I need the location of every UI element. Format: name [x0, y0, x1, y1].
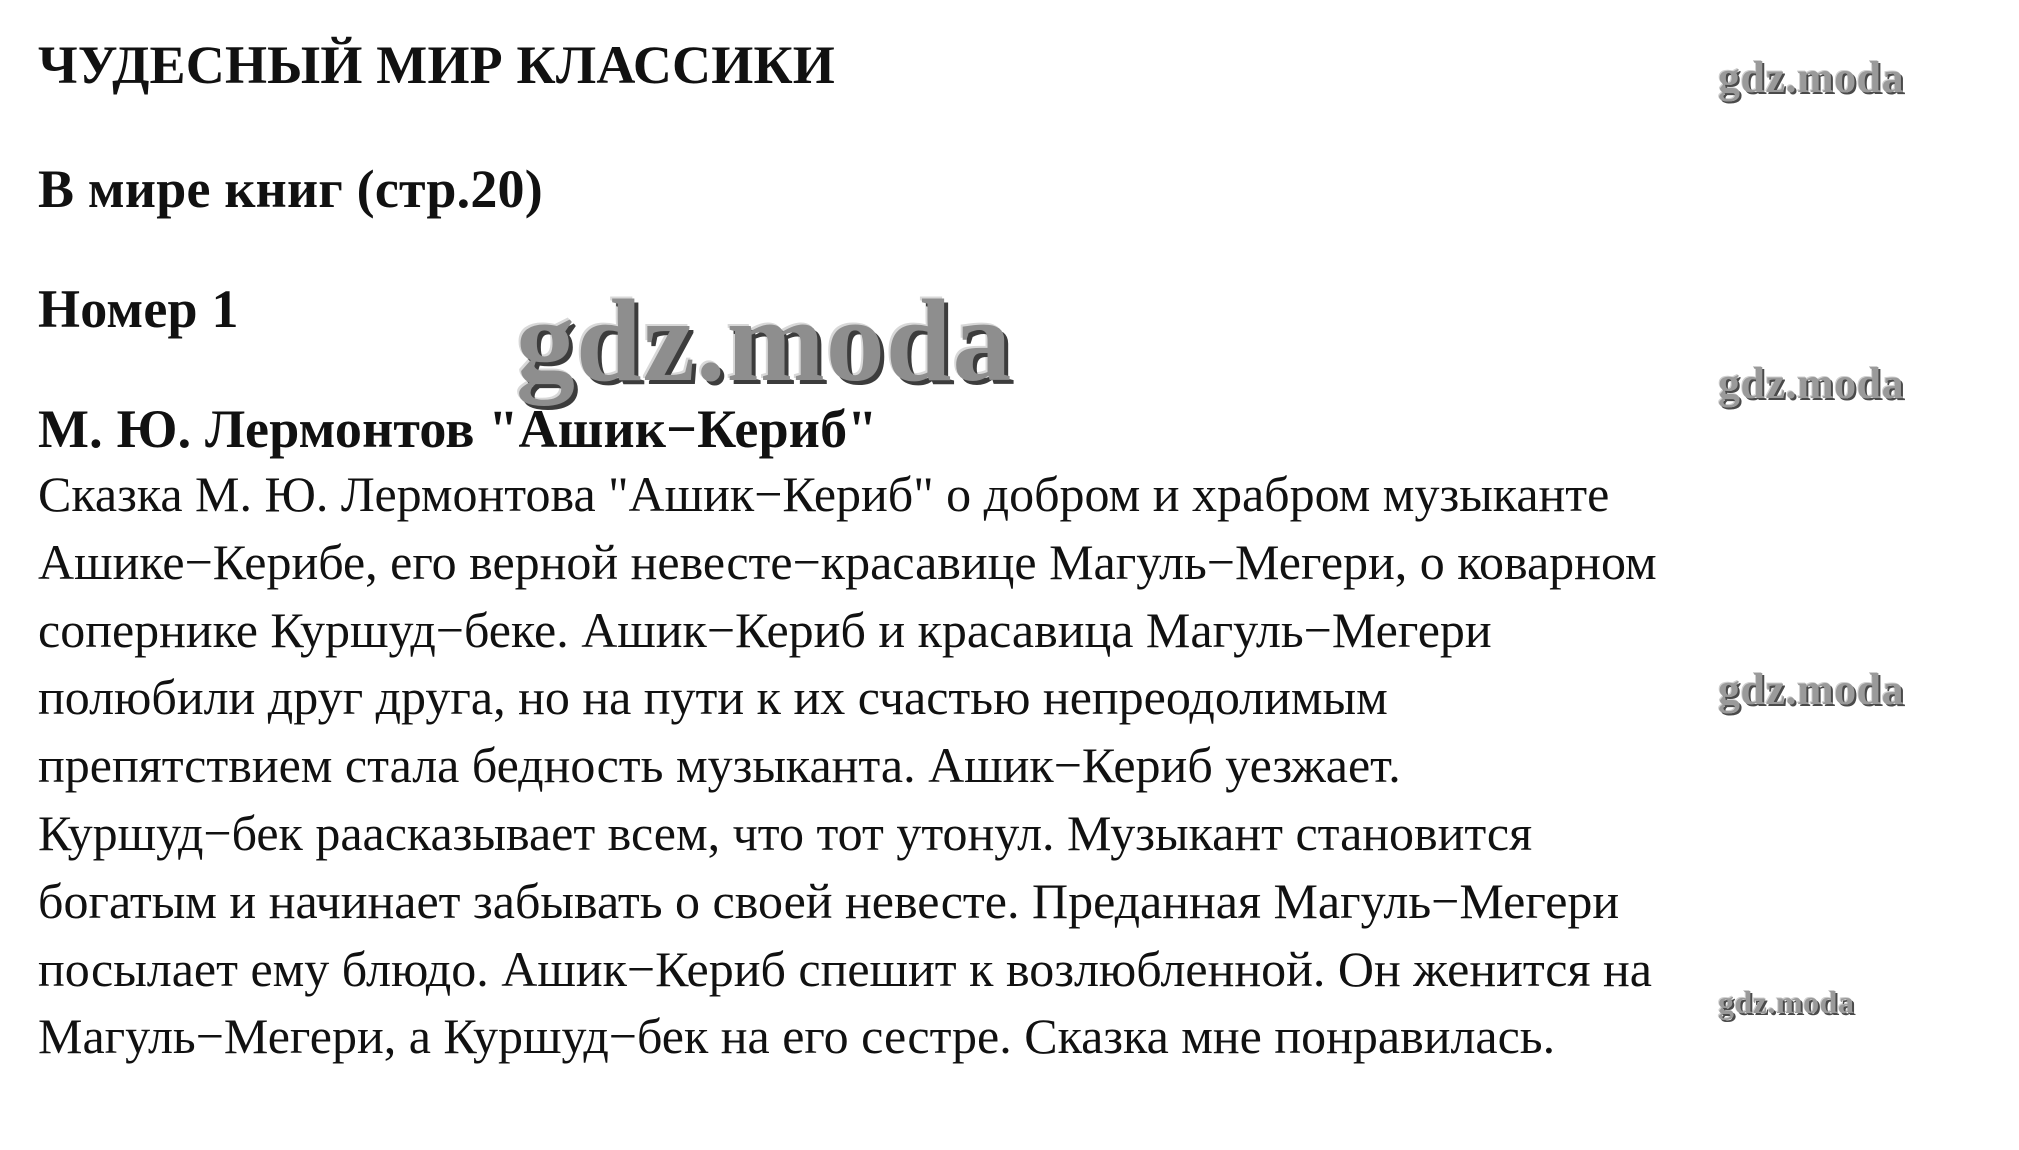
- watermark: gdz.moda: [1718, 359, 1905, 408]
- work-title: М. Ю. Лермонтов "Ашик−Кериб": [38, 399, 878, 459]
- watermark: gdz.moda: [1718, 984, 1855, 1020]
- watermark: gdz.moda: [1718, 665, 1905, 714]
- paragraph-line: Ашике−Керибе, его верной невесте−красавице Магуль−Мегери, о коварном: [38, 533, 1657, 590]
- paragraph-line: богатым и начинает забывать о своей невесте. Преданная Магуль−Мегери: [38, 872, 1620, 929]
- paragraph-line: сопернике Куршуд−беке. Ашик−Кериб и красавица Магуль−Мегери: [38, 601, 1492, 658]
- paragraph-line: препятствием стала бедность музыканта. Ашик−Кериб уезжает.: [38, 737, 1401, 794]
- summary-paragraph: [38, 461, 1998, 1071]
- section-title: ЧУДЕСНЫЙ МИР КЛАССИКИ: [38, 35, 836, 95]
- watermark: gdz.moda: [1718, 53, 1905, 102]
- paragraph-line: Магуль−Мегери, а Куршуд−бек на его сестре. Сказка мне понравилась.: [38, 1008, 1556, 1065]
- watermark: gdz.moda: [516, 275, 1013, 406]
- exercise-number: Номер 1: [38, 279, 239, 339]
- paragraph-line: посылает ему блюдо. Ашик−Кериб спешит к возлюбленной. Он женится на: [38, 940, 1652, 997]
- paragraph-line: Куршуд−бек раасказывает всем, что тот утонул. Музыкант становится: [38, 804, 1533, 861]
- subsection-title: В мире книг (стр.20): [38, 159, 543, 219]
- paragraph-line: Сказка М. Ю. Лермонтова "Ашик−Кериб" о добром и храбром музыканте: [38, 466, 1610, 522]
- paragraph-line: полюбили друг друга, но на пути к их счастью непреодолимым: [38, 669, 1388, 726]
